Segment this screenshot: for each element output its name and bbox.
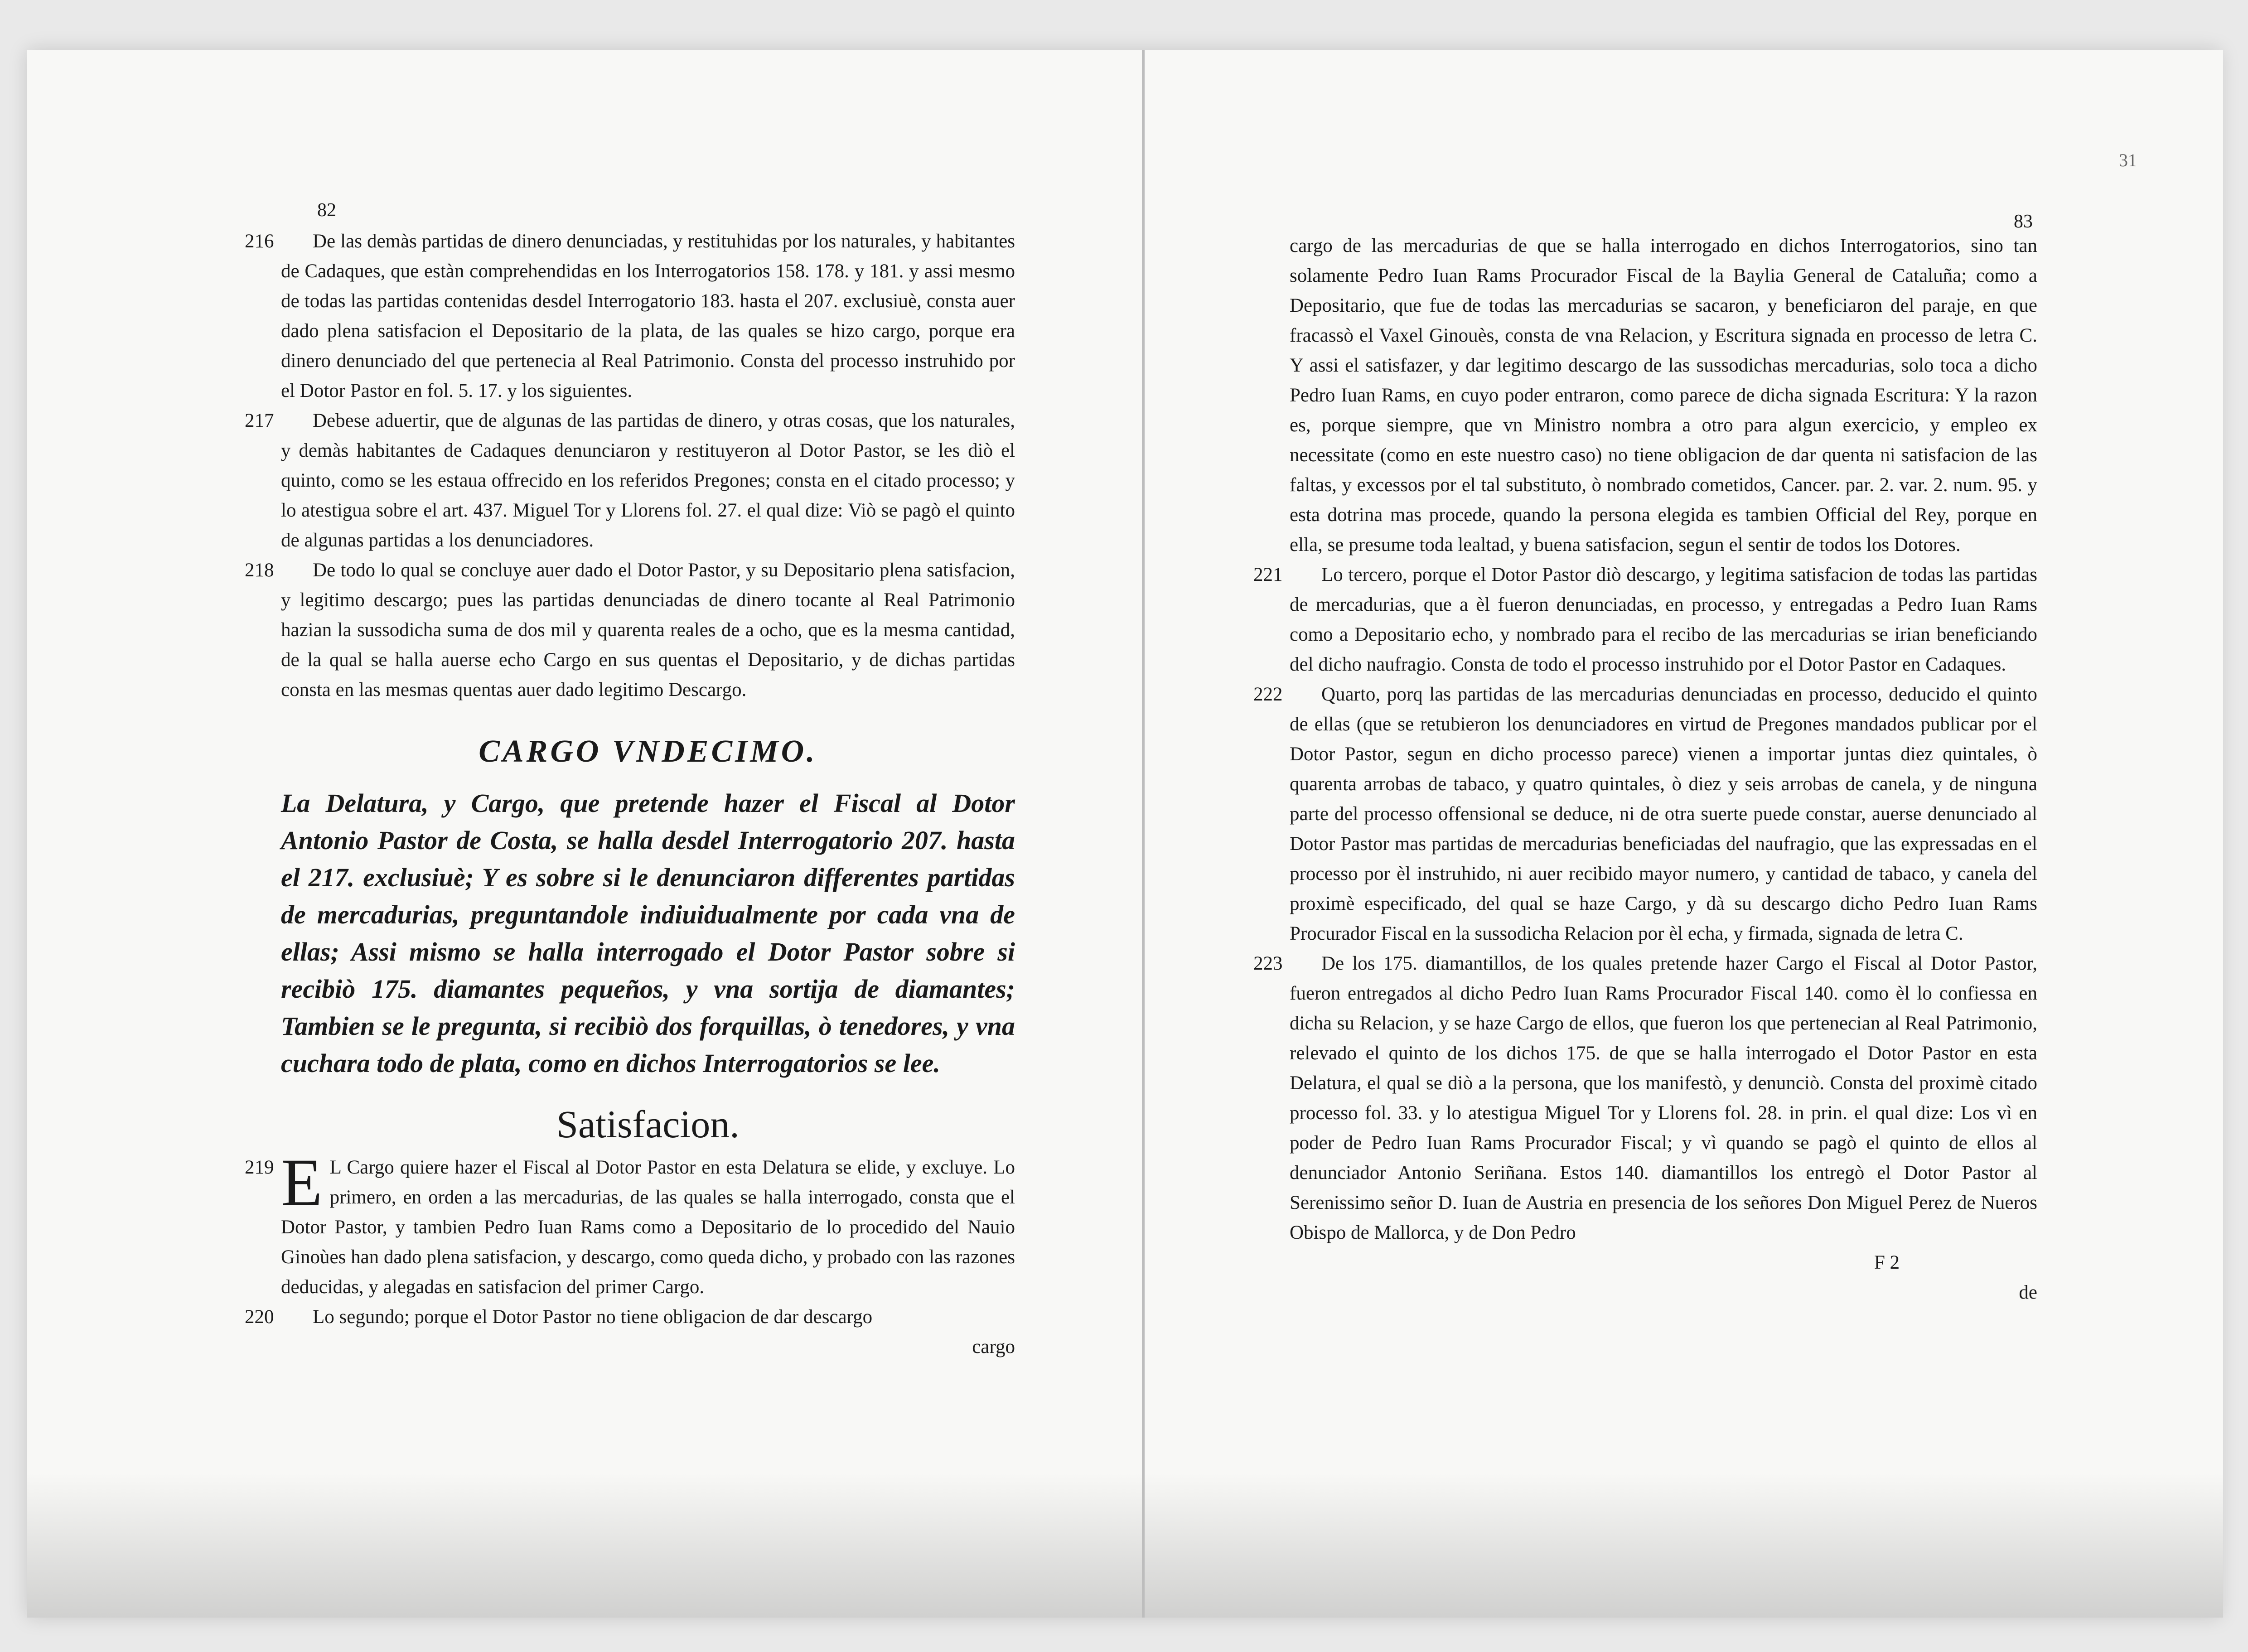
paragraph-text: Debese aduertir, que de algunas de las partidas de dinero, y otras cosas, que los naturales, y demàs habitantes de Cadaques denunciaron y restituyeron al Dotor Pastor, se les diò el quinto, como se les estaua offrecido en los referidos Pregones; consta en el citado processo; y lo atestigua sobre el art. 437. Miguel Tor y Llorens fol. 27. el qual dize: Viò se pagò el quinto de algunas partidas a los denunciadores. [281,410,1015,551]
paragraph-text: De los 175. diamantillos, de los quales pretende hazer Cargo el Fiscal al Dotor Pastor, fueron entregados al dicho Pedro Iuan Rams Procurador Fiscal 140. como èl lo confiessa en dicha su Relacion, y se haze Cargo de ellos, que fueron los que pertenecian al Real Patrimonio, relevado el quinto de los dichos 175. de que se halla interrogado el Dotor Pastor en esta Delatura, el qual se diò a la persona, que los manifestò, y denunciò. Consta del proximè citado processo fol. 33. y lo atestigua Miguel Tor y Llorens fol. 28. in prin. el qual dize: Los vì en poder de Pedro Iuan Rams Procurador Fiscal; y vì quando se pagò el quinto de ellos al denunciador Antonio Seriñana. Estos 140. diamantillos los entregò el Dotor Pastor al Serenissimo señor D. Iuan de Austria en presencia de los señores Don Miguel Perez de Nueros Obispo de Mallorca, y de Don Pedro [1290,953,2037,1243]
paragraph-text: L Cargo quiere hazer el Fiscal al Dotor Pastor en esta Delatura se elide, y excluye. Lo primero, en orden a las mercadurias, de las quales se halla interrogado, consta que el Dotor Pastor, y tambien Pedro Iuan Rams como a Depositario de lo procedido del Nauio Ginoùes han dado plena satisfacion, y descargo, como queda dicho, y probado con las razones deducidas, y alegadas en satisfacion del primer Cargo. [281,1157,1015,1298]
paragraph-number: 222 [1253,684,1283,705]
water-stain [1145,1473,2223,1618]
page-number-left: 82 [317,200,336,221]
book-spread [27,50,2220,1618]
water-stain [27,1473,1142,1618]
signature-mark: F 2 [1874,1252,1900,1273]
paragraph-218 [245,555,1015,705]
right-text-column [1253,231,2037,1308]
paragraph-text: De todo lo qual se concluye auer dado el Dotor Pastor, y su Depositario plena satisfacion, y legitimo descargo; pues las partidas denunciadas de dinero tocante al Real Patrimonio hazian la sussodicha suma de dos mil y quarenta reales de a ocho, que es la mesma cantidad, de la qual se halla auerse echo Cargo en sus quentas el Depositario, y de dichas partidas consta en las mesmas quentas auer dado legitimo Descargo. [281,560,1015,700]
right-page [1142,50,2223,1618]
paragraph-220 [245,1302,1015,1332]
paragraph-222 [1253,680,2037,949]
paragraph-number: 220 [245,1306,274,1328]
left-text-column [245,227,1015,1362]
paragraph-223 [1253,949,2037,1248]
folio-mark: 31 [2119,150,2137,170]
paragraph-text: Lo tercero, porque el Dotor Pastor diò descargo, y legitima satisfacion de todas las partidas de mercadurias, que a èl fueron denunciadas, en processo, y entregadas a Pedro Iuan Rams como a Depositario echo, y nombrado para el recibo de las mercadurias se irian beneficiando del dicho naufragio. Consta de todo el processo instruhido por el Dotor Pastor en Cadaques. [1290,564,2037,675]
drop-cap: E [281,1145,323,1220]
left-page [27,50,1142,1618]
paragraph-text: Quarto, porq las partidas de las mercadurias denunciadas en processo, deducido el quinto de ellas (que se retubieron los denunciadores en virtud de Pregones mandados publicar por el Dotor Pastor, segun en dicho processo parece) vienen a importar juntas diez quintales, ò quarenta arrobas de tabaco, y quatro quintales, ò diez y seis arrobas de canela, y de ninguna parte del processo offensional se deduce, ni de otra suerte puede constar, auerse denunciado al Dotor Pastor mas partidas de mercadurias beneficiadas del naufragio, que las expressadas en el processo por èl instruhido, ni auer recibido mayor numero, y cantidad de tabaco, y canela del proximè especificado, del qual se haze Cargo, y dà su descargo dicho Pedro Iuan Rams Procurador Fiscal en la sussodicha Relacion por èl echa, y firmada, signada de letra C. [1290,684,2037,944]
paragraph-219 [245,1145,1015,1302]
paragraph-text: Lo segundo; porque el Dotor Pastor no tiene obligacion de dar descargo [313,1306,873,1328]
paragraph-number: 223 [1253,953,1283,974]
signature-line [1290,1248,2037,1278]
continued-paragraph [1290,231,2037,560]
paragraph-number: 216 [245,231,274,252]
paragraph-text: cargo de las mercadurias de que se halla interrogado en dichos Interrogatorios, sino tan solamente Pedro Iuan Rams Procurador Fiscal de la Baylia General de Cataluña; como a Depositario, que fue de todas las mercadurias se sacaron, y beneficiaron del paraje, en que fracassò el Vaxel Ginouès, consta de vna Relacion, y Escritura signada en processo de letra C. Y assi el satisfazer, y dar legitimo descargo de las sussodichas mercadurias, solo toca a dicho Pedro Iuan Rams, en cuyo poder entraron, como parece de dicha signada Escritura: Y la razon es, porque siempre, que vn Ministro nombra a otro para algun exercicio, y empleo ex necessitate (como en este nuestro caso) no tiene obligacion de dar quenta ni satisfacion de las faltas, y excessos por el tal substituto, ò nombrado cometidos, Cancer. par. 2. var. 2. num. 95. y esta dotrina mas procede, quando la persona elegida es tambien Official del Rey, porque en ella, se presume toda lealtad, y buena satisfacion, segun el sentir de todos los Dotores. [1290,235,2037,555]
paragraph-number: 217 [245,410,274,431]
page-number-right: 83 [2014,211,2033,232]
paragraph-number: 218 [245,560,274,581]
paragraph-217 [245,406,1015,555]
section-heading: CARGO VNDECIMO. [479,734,817,769]
catchword: cargo [972,1336,1015,1357]
section-summary: La Delatura, y Cargo, que pretende hazer el Fiscal al Dotor Antonio Pastor de Costa, se halla desdel Interrogatorio 207. hasta el 217. exclusiuè; Y es sobre si le denunciaron differentes partidas de mercadurias, preguntandole indiuidualmente por cada vna de ellas; Assi mismo se halla interrogado el Dotor Pastor sobre si recibiò 175. diamantes pequeños, y vna sortija de diamantes; Tambien se le pregunta, si recibiò dos forquillas, ò tenedores, y vna cuchara todo de plata, como en dichos Interrogatorios se lee. [281,788,1015,1078]
paragraph-text: De las demàs partidas de dinero denunciadas, y restituhidas por los naturales, y habitantes de Cadaques, que estàn comprehendidas en los Interrogatorios 158. 178. y 181. y assi mesmo de todas las partidas contenidas desdel Interrogatorio 183. hasta el 207. exclusiuè, consta auer dado plena satisfacion el Depositario de la plata, de las quales se hizo cargo, porque era dinero denunciado del que pertenecia al Real Patrimonio. Consta del processo instruhido por el Dotor Pastor en fol. 5. 17. y los siguientes. [281,231,1015,401]
paragraph-number: 219 [245,1157,274,1178]
catchword: de [2019,1282,2037,1303]
paragraph-216 [245,227,1015,406]
satisfacion-heading: Satisfacion. [556,1102,740,1146]
paragraph-221 [1253,560,2037,680]
paragraph-number: 221 [1253,564,1283,585]
